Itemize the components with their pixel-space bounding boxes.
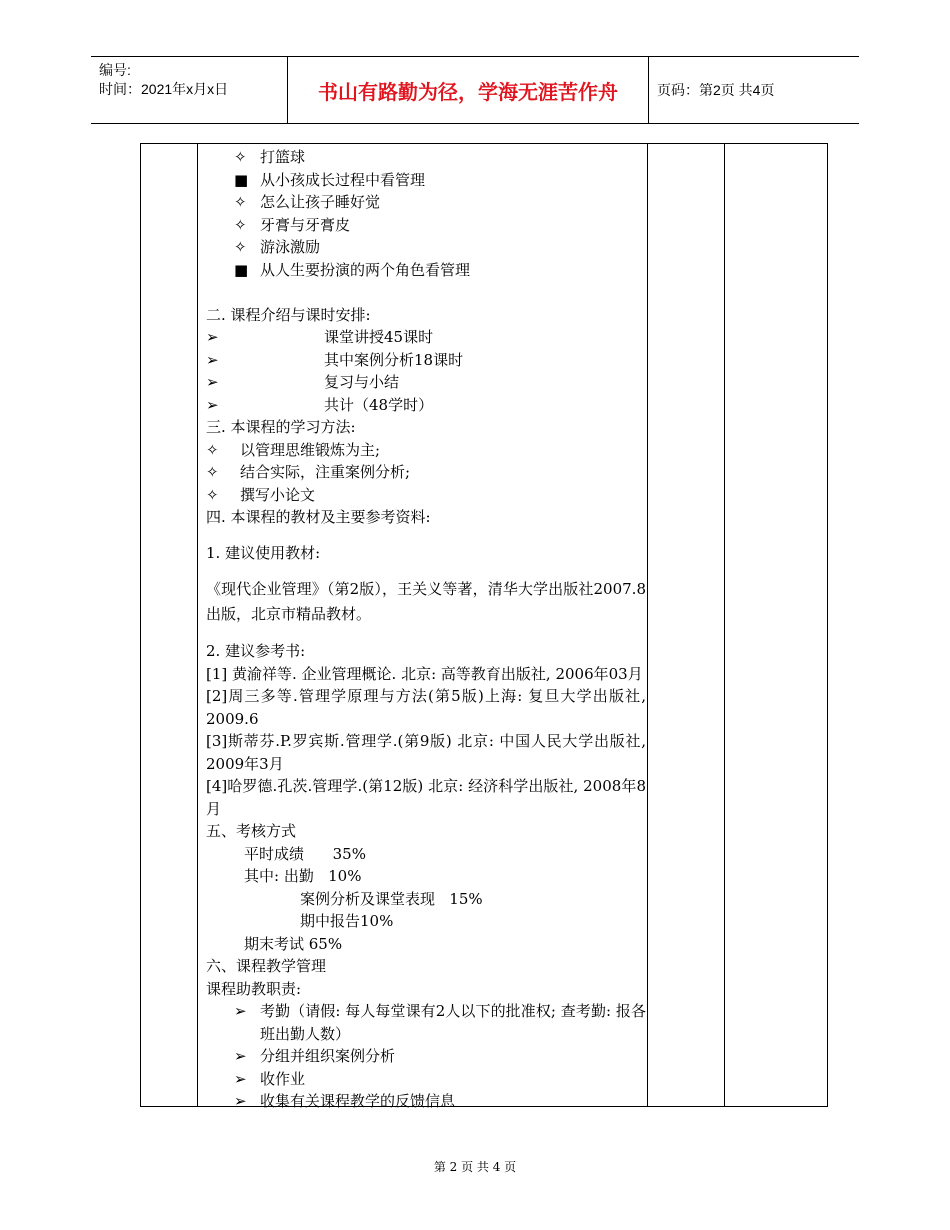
square-bullet-icon: ■ <box>234 260 249 279</box>
header-page-info: 页码：第2页 共4页 <box>657 82 775 98</box>
number-label: 编号: <box>99 62 131 78</box>
list-item: 怎么让孩子睡好觉 <box>260 193 381 211</box>
list-item: 考勤（请假: 每人每堂课有2人以下的批准权; 查考勤: 报各班出勤人数） <box>260 1002 646 1043</box>
diamond-bullet-icon: ✧ <box>234 148 247 166</box>
reference-item: [2]周三多等.管理学原理与方法(第5版)上海: 复旦大学出版社, 2009.6 <box>206 687 646 728</box>
table-divider <box>647 144 648 1106</box>
list-item: 收作业 <box>260 1069 306 1088</box>
subsection-heading: 课程助教职责: <box>206 979 302 998</box>
list-item: 共计（48学时） <box>324 395 434 414</box>
section-heading: 四. 本课程的教材及主要参考资料: <box>206 508 431 526</box>
list-item: 结合实际，注重案例分析; <box>240 463 411 481</box>
reference-item: [3]斯蒂芬.P.罗宾斯.管理学.(第9版) 北京: 中国人民大学出版社, 2009年3月 <box>206 732 646 773</box>
list-item: 从人生要扮演的两个角色看管理 <box>260 260 471 279</box>
list-item: 牙膏与牙膏皮 <box>260 215 351 234</box>
section-heading: 五、考核方式 <box>206 822 297 840</box>
arrow-bullet-icon: ➢ <box>206 395 219 414</box>
diamond-bullet-icon: ✧ <box>234 193 247 211</box>
header-meta <box>99 61 285 99</box>
list-item: 以管理思维锻炼为主; <box>240 440 381 459</box>
square-bullet-icon: ■ <box>234 170 249 189</box>
textbook-citation: 《现代企业管理》（第2版），王关义等著，清华大学出版社2007.8出版，北京市精品教材。 <box>206 580 646 623</box>
list-item: 收集有关课程教学的反馈信息 <box>260 1092 456 1110</box>
page-footer: 第 2 页 共 4 页 <box>433 1160 517 1174</box>
grade-item: 其中: 出勤 10% <box>244 867 362 885</box>
header-motto: 书山有路勤为径，学海无涯苦作舟 <box>287 57 649 123</box>
grade-item: 平时成绩 35% <box>244 844 366 863</box>
diamond-bullet-icon: ✧ <box>206 463 219 481</box>
diamond-bullet-icon: ✧ <box>206 440 219 459</box>
list-item: 从小孩成长过程中看管理 <box>260 170 426 189</box>
list-item: 游泳激励 <box>260 238 321 256</box>
diamond-bullet-icon: ✧ <box>234 238 247 256</box>
list-item: 课堂讲授45课时 <box>324 328 434 346</box>
arrow-bullet-icon: ➢ <box>206 350 219 369</box>
diamond-bullet-icon: ✧ <box>234 215 247 234</box>
subsection-heading: 1. 建议使用教材: <box>206 543 321 562</box>
arrow-bullet-icon: ➢ <box>234 1092 247 1110</box>
arrow-bullet-icon: ➢ <box>234 1069 247 1088</box>
grade-item: 期末考试 65% <box>244 934 343 953</box>
section-heading: 三. 本课程的学习方法: <box>206 418 356 436</box>
reference-item: [1] 黄渝祥等. 企业管理概论. 北京: 高等教育出版社, 2006年03月 <box>206 664 643 683</box>
list-item: 打篮球 <box>260 148 306 166</box>
list-item: 其中案例分析18课时 <box>324 350 464 369</box>
arrow-bullet-icon: ➢ <box>206 328 219 346</box>
table-divider <box>724 144 725 1106</box>
section-heading: 二. 课程介绍与课时安排: <box>206 305 371 324</box>
arrow-bullet-icon: ➢ <box>234 1047 247 1065</box>
course-content <box>206 146 646 1113</box>
list-item: 撰写小论文 <box>240 485 316 504</box>
subsection-heading: 2. 建议参考书: <box>206 642 306 660</box>
list-item: 复习与小结 <box>324 373 400 391</box>
section-heading: 六、课程教学管理 <box>206 957 327 975</box>
grade-item: 案例分析及课堂表现 15% <box>300 889 483 908</box>
page-header <box>91 56 859 124</box>
table-divider <box>197 144 198 1106</box>
time-label: 时间：2021年x月x日 <box>99 81 229 97</box>
list-item: 分组并组织案例分析 <box>260 1047 396 1065</box>
reference-item: [4]哈罗德.孔茨.管理学.(第12版) 北京: 经济科学出版社, 2008年8月 <box>206 777 646 818</box>
arrow-bullet-icon: ➢ <box>234 1002 247 1020</box>
grade-item: 期中报告10% <box>300 912 394 930</box>
diamond-bullet-icon: ✧ <box>206 485 219 504</box>
arrow-bullet-icon: ➢ <box>206 373 219 391</box>
